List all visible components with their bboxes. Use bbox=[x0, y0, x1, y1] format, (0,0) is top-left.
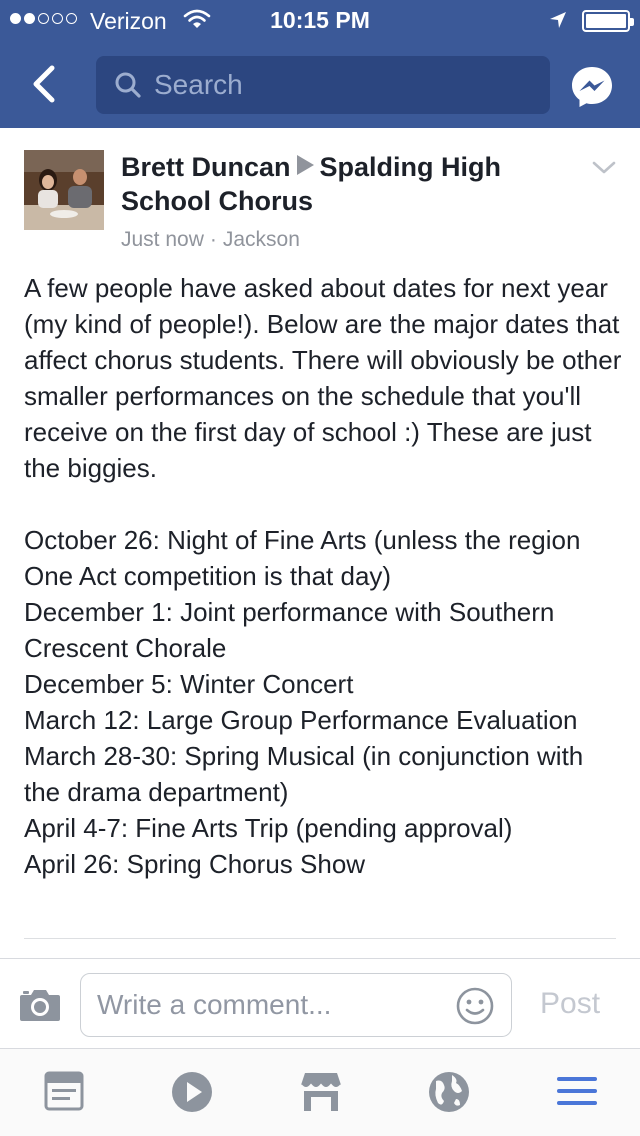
date-line: December 5: Winter Concert bbox=[24, 669, 354, 699]
post-title bbox=[121, 150, 561, 218]
search-icon bbox=[114, 71, 142, 104]
post-divider bbox=[24, 938, 616, 939]
group-name[interactable]: Spalding High School Chorus bbox=[121, 152, 502, 216]
tab-news-feed[interactable] bbox=[44, 1071, 84, 1116]
comment-bar bbox=[0, 958, 640, 1048]
post-intro: A few people have asked about dates for next year (my kind of people!). Below are the major dates that affect chorus students. There will obviously be other smaller performances on the schedule that you'll receive on the first day of school :) These are just the biggies. bbox=[24, 273, 622, 483]
shared-to-arrow-icon bbox=[297, 155, 314, 175]
date-line: April 26: Spring Chorus Show bbox=[24, 849, 366, 879]
globe-icon bbox=[428, 1071, 470, 1113]
messenger-button[interactable] bbox=[569, 64, 615, 110]
top-navigation-bar bbox=[0, 0, 640, 128]
clock: 10:15 PM bbox=[270, 7, 370, 33]
news-feed-icon bbox=[44, 1071, 84, 1111]
messenger-icon bbox=[569, 64, 615, 110]
date-line: March 28-30: Spring Musical (in conjunction with the drama department) bbox=[24, 741, 584, 807]
comment-input[interactable] bbox=[80, 973, 512, 1037]
date-line: October 26: Night of Fine Arts (unless the region One Act competition is that day) bbox=[24, 525, 581, 591]
camera-button[interactable] bbox=[18, 987, 62, 1028]
bottom-tab-bar bbox=[0, 1048, 640, 1136]
post-location[interactable]: Jackson bbox=[222, 228, 300, 251]
carrier-name: Verizon bbox=[90, 8, 167, 34]
chevron-left-icon bbox=[24, 62, 64, 106]
tab-menu[interactable] bbox=[556, 1071, 598, 1116]
camera-icon bbox=[18, 987, 62, 1023]
tab-globe[interactable] bbox=[428, 1071, 470, 1118]
post-meta bbox=[121, 228, 300, 252]
tab-marketplace[interactable] bbox=[299, 1071, 343, 1118]
tab-video[interactable] bbox=[171, 1071, 213, 1118]
status-bar bbox=[0, 0, 640, 40]
meta-separator: · bbox=[209, 228, 217, 251]
smiley-icon bbox=[455, 986, 495, 1026]
search-input[interactable] bbox=[96, 56, 550, 114]
date-line: March 12: Large Group Performance Evaluation bbox=[24, 705, 578, 735]
author-avatar[interactable] bbox=[24, 150, 104, 230]
chevron-down-icon bbox=[590, 158, 618, 178]
battery-icon bbox=[582, 10, 630, 32]
location-arrow-icon bbox=[548, 10, 568, 36]
post-options-button[interactable] bbox=[590, 158, 618, 178]
back-button[interactable] bbox=[24, 62, 64, 106]
date-line: December 1: Joint performance with Southern Crescent Chorale bbox=[24, 597, 555, 663]
post-timestamp[interactable]: Just now bbox=[121, 228, 204, 251]
post-body bbox=[24, 270, 624, 882]
author-name[interactable]: Brett Duncan bbox=[121, 152, 291, 182]
video-icon bbox=[171, 1071, 213, 1113]
emoji-button[interactable] bbox=[455, 986, 495, 1031]
date-line: April 4-7: Fine Arts Trip (pending approval) bbox=[24, 813, 513, 843]
marketplace-icon bbox=[299, 1071, 343, 1113]
post-comment-button[interactable]: Post bbox=[540, 987, 601, 1020]
menu-icon bbox=[556, 1071, 598, 1111]
search-placeholder: Search bbox=[154, 69, 243, 100]
comment-placeholder: Write a comment... bbox=[97, 989, 332, 1020]
